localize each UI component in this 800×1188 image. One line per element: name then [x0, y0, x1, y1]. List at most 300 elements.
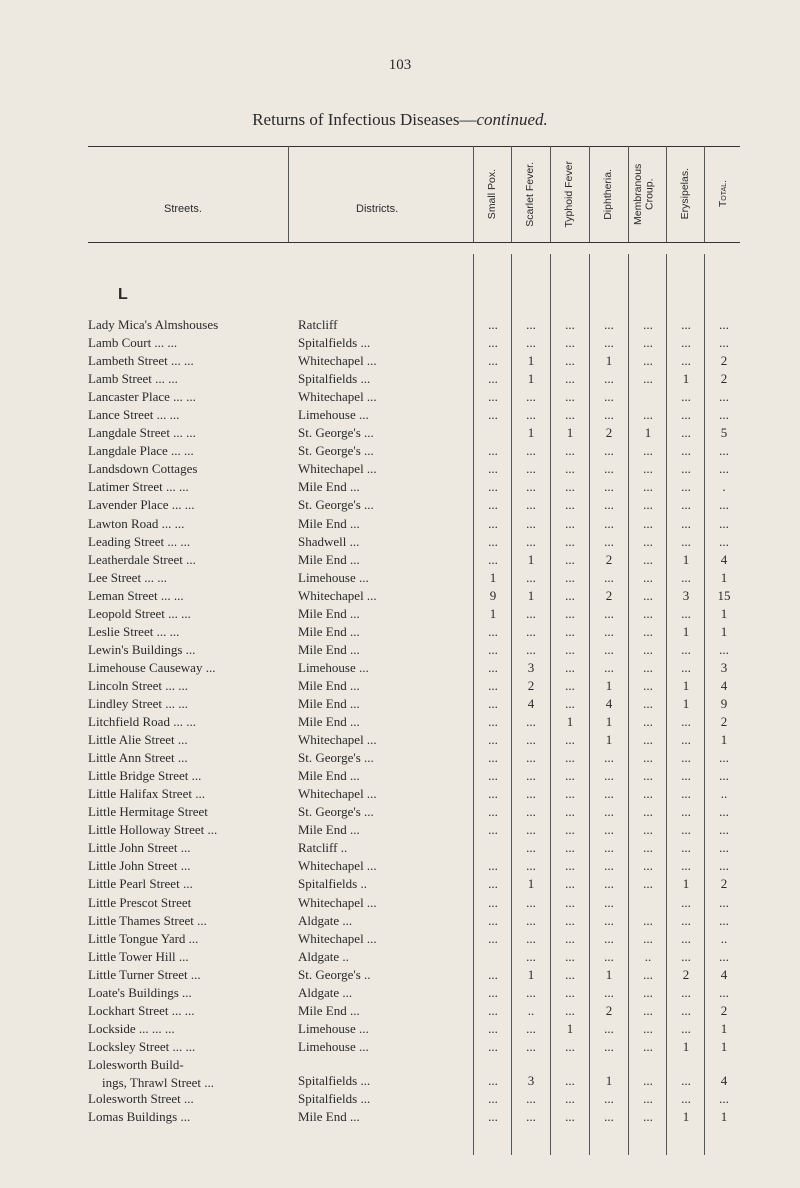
- cell-erysipelas: 1: [682, 1108, 690, 1124]
- cell-erysipelas: 1: [682, 1038, 690, 1054]
- street-name: Landsdown Cottages: [88, 461, 198, 477]
- district-name: Limehouse ...: [298, 407, 369, 423]
- cell-scarlet-fever: ...: [526, 984, 536, 1000]
- cell-total: .: [722, 479, 726, 495]
- header-divider: [288, 146, 289, 242]
- table-row: [0, 515, 800, 533]
- cell-total: 2: [720, 1002, 728, 1018]
- cell-small-pox: ...: [488, 804, 498, 820]
- street-name: Leslie Street ... ...: [88, 623, 180, 639]
- district-name: Ratcliff ..: [298, 840, 348, 856]
- cell-total: 2: [720, 371, 728, 387]
- cell-typhoid-fever: ...: [565, 515, 575, 531]
- district-name: Spitalfields ...: [298, 1072, 371, 1088]
- cell-total: ...: [719, 407, 729, 423]
- street-name: Lady Mica's Almshouses: [88, 317, 219, 332]
- table-body: [0, 316, 800, 1126]
- cell-typhoid-fever: ...: [565, 389, 575, 405]
- cell-typhoid-fever: ...: [565, 750, 575, 766]
- cell-total: ...: [719, 461, 729, 477]
- cell-typhoid-fever: ...: [565, 894, 575, 910]
- cell-small-pox: ...: [488, 461, 498, 477]
- cell-small-pox: ...: [488, 1072, 498, 1088]
- cell-erysipelas: ...: [681, 317, 691, 332]
- street-name: Little Pearl Street ...: [88, 876, 193, 892]
- district-name: Mile End ...: [298, 551, 360, 567]
- cell-small-pox: ...: [488, 1020, 498, 1036]
- cell-scarlet-fever: ...: [526, 732, 536, 748]
- cell-diphtheria: ...: [604, 876, 614, 892]
- cell-total: ...: [719, 948, 729, 964]
- cell-membranous-croup: ...: [643, 1038, 653, 1054]
- cell-small-pox: ...: [488, 732, 498, 748]
- cell-small-pox: ...: [488, 768, 498, 784]
- cell-membranous-croup: ...: [643, 732, 653, 748]
- street-name: Locksley Street ... ...: [88, 1038, 196, 1054]
- cell-erysipelas: ...: [681, 407, 691, 423]
- street-name: Little Thames Street ...: [88, 912, 207, 928]
- table-row: [0, 984, 800, 1002]
- street-name: Lancaster Place ... ...: [88, 389, 196, 405]
- cell-small-pox: 1: [489, 605, 497, 621]
- cell-small-pox: ...: [488, 515, 498, 531]
- cell-diphtheria: ...: [604, 930, 614, 946]
- street-name: Little Prescot Street: [88, 894, 192, 910]
- cell-diphtheria: 1: [605, 732, 613, 748]
- cell-small-pox: ...: [488, 750, 498, 766]
- street-name: Lamb Street ... ...: [88, 371, 178, 387]
- cell-small-pox: ...: [488, 479, 498, 495]
- district-name: St. George's ...: [298, 750, 374, 766]
- table-row: [0, 713, 800, 731]
- cell-small-pox: 1: [489, 569, 497, 585]
- cell-typhoid-fever: ...: [565, 876, 575, 892]
- cell-membranous-croup: ...: [643, 461, 653, 477]
- table-row: [0, 352, 800, 370]
- cell-scarlet-fever: ...: [526, 641, 536, 657]
- cell-membranous-croup: ...: [643, 786, 653, 802]
- header-streets: Streets.: [164, 203, 202, 215]
- cell-total: 1: [720, 1020, 728, 1036]
- cell-total: ...: [719, 768, 729, 784]
- table-row: [0, 839, 800, 857]
- cell-scarlet-fever: 1: [527, 966, 535, 982]
- cell-scarlet-fever: 1: [527, 551, 535, 567]
- cell-total: 1: [720, 623, 728, 639]
- cell-total: ...: [719, 840, 729, 856]
- cell-diphtheria: ...: [604, 515, 614, 531]
- cell-erysipelas: ...: [681, 768, 691, 784]
- cell-erysipelas: ...: [681, 1002, 691, 1018]
- cell-diphtheria: ...: [604, 569, 614, 585]
- cell-total: 15: [717, 587, 731, 603]
- cell-scarlet-fever: ...: [526, 912, 536, 928]
- street-name: Little Halifax Street ...: [88, 786, 205, 802]
- cell-typhoid-fever: ...: [565, 786, 575, 802]
- cell-diphtheria: 4: [605, 695, 613, 711]
- district-name: St. George's ..: [298, 966, 371, 982]
- district-name: St. George's ...: [298, 425, 374, 441]
- table-row: [0, 912, 800, 930]
- cell-typhoid-fever: ...: [565, 371, 575, 387]
- header-erysipelas: Erysipelas.: [679, 168, 692, 220]
- cell-erysipelas: ...: [681, 732, 691, 748]
- cell-typhoid-fever: ...: [565, 948, 575, 964]
- street-name: Litchfield Road ... ...: [88, 714, 196, 730]
- cell-membranous-croup: ...: [643, 677, 653, 693]
- table-row: [0, 496, 800, 514]
- cell-membranous-croup: ...: [643, 695, 653, 711]
- street-name: Little Hermitage Street: [88, 804, 208, 820]
- district-name: Aldgate ...: [298, 912, 353, 928]
- cell-diphtheria: 1: [605, 1072, 613, 1088]
- street-name-line2: ings, Thrawl Street ...: [102, 1074, 215, 1090]
- cell-small-pox: ...: [488, 317, 498, 332]
- cell-small-pox: ...: [488, 533, 498, 549]
- cell-erysipelas: ...: [681, 984, 691, 1000]
- table-row: [0, 478, 800, 496]
- header-small-pox: Small Pox.: [486, 168, 499, 220]
- cell-typhoid-fever: 1: [566, 1020, 574, 1036]
- district-name: Whitechapel ...: [298, 930, 377, 946]
- table-row: [0, 1090, 800, 1108]
- cell-typhoid-fever: ...: [565, 768, 575, 784]
- cell-scarlet-fever: 3: [527, 659, 535, 675]
- cell-erysipelas: ...: [681, 858, 691, 874]
- cell-total: ...: [719, 984, 729, 1000]
- cell-erysipelas: ...: [681, 822, 691, 838]
- cell-diphtheria: ...: [604, 858, 614, 874]
- cell-membranous-croup: ...: [643, 497, 653, 513]
- cell-diphtheria: 1: [605, 677, 613, 693]
- cell-membranous-croup: ...: [643, 1072, 653, 1088]
- district-name: Whitechapel ...: [298, 353, 377, 369]
- street-name: Lamb Court ... ...: [88, 335, 178, 351]
- cell-small-pox: ...: [488, 1038, 498, 1054]
- cell-total: 1: [720, 1038, 728, 1054]
- cell-diphtheria: ...: [604, 317, 614, 332]
- cell-membranous-croup: ...: [643, 822, 653, 838]
- table-row: [0, 388, 800, 406]
- cell-membranous-croup: ...: [643, 659, 653, 675]
- cell-diphtheria: ...: [604, 479, 614, 495]
- cell-diphtheria: ...: [604, 804, 614, 820]
- cell-membranous-croup: ...: [643, 317, 653, 332]
- cell-scarlet-fever: ...: [526, 858, 536, 874]
- cell-scarlet-fever: ...: [526, 822, 536, 838]
- cell-scarlet-fever: ...: [526, 768, 536, 784]
- cell-total: 2: [720, 714, 728, 730]
- cell-total: 3: [720, 659, 728, 675]
- cell-membranous-croup: ...: [643, 912, 653, 928]
- cell-membranous-croup: ...: [643, 858, 653, 874]
- cell-membranous-croup: ...: [643, 443, 653, 459]
- cell-erysipelas: ...: [681, 930, 691, 946]
- cell-total: 4: [720, 551, 728, 567]
- cell-erysipelas: ...: [681, 804, 691, 820]
- cell-small-pox: ...: [488, 1090, 498, 1106]
- cell-total: ...: [719, 641, 729, 657]
- cell-diphtheria: ...: [604, 335, 614, 351]
- cell-scarlet-fever: ...: [526, 479, 536, 495]
- cell-erysipelas: 1: [682, 551, 690, 567]
- cell-typhoid-fever: ...: [565, 317, 575, 332]
- cell-typhoid-fever: ...: [565, 1038, 575, 1054]
- cell-membranous-croup: ...: [643, 876, 653, 892]
- district-name: Mile End ...: [298, 714, 360, 730]
- cell-diphtheria: 2: [605, 551, 613, 567]
- cell-total: ...: [719, 335, 729, 351]
- cell-diphtheria: 2: [605, 1002, 613, 1018]
- table-row: [0, 460, 800, 478]
- cell-diphtheria: ...: [604, 948, 614, 964]
- cell-erysipelas: ...: [681, 335, 691, 351]
- district-name: Aldgate ..: [298, 948, 349, 964]
- cell-erysipelas: 1: [682, 623, 690, 639]
- cell-total: 4: [720, 966, 728, 982]
- cell-scarlet-fever: ...: [526, 786, 536, 802]
- cell-total: 2: [720, 876, 728, 892]
- district-name: Mile End ...: [298, 1108, 360, 1124]
- cell-scarlet-fever: ...: [526, 407, 536, 423]
- cell-scarlet-fever: 1: [527, 353, 535, 369]
- district-name: Mile End ...: [298, 1002, 360, 1018]
- street-name: Lockhart Street ... ...: [88, 1002, 195, 1018]
- cell-total: ...: [719, 858, 729, 874]
- street-name: Lee Street ... ...: [88, 569, 168, 585]
- cell-scarlet-fever: 1: [527, 425, 535, 441]
- cell-scarlet-fever: 1: [527, 371, 535, 387]
- table-row: [0, 875, 800, 893]
- table-row: [0, 1020, 800, 1038]
- cell-scarlet-fever: ...: [526, 1020, 536, 1036]
- district-name: Mile End ...: [298, 605, 360, 621]
- cell-typhoid-fever: ...: [565, 858, 575, 874]
- cell-scarlet-fever: ...: [526, 443, 536, 459]
- district-name: Spitalfields ..: [298, 876, 367, 892]
- table-row: [0, 641, 800, 659]
- cell-small-pox: ...: [488, 966, 498, 982]
- cell-typhoid-fever: ...: [565, 497, 575, 513]
- cell-small-pox: ...: [488, 659, 498, 675]
- cell-typhoid-fever: ...: [565, 443, 575, 459]
- table-row: [0, 587, 800, 605]
- cell-typhoid-fever: ...: [565, 623, 575, 639]
- street-name: Lolesworth Street ...: [88, 1090, 194, 1106]
- cell-erysipelas: ...: [681, 912, 691, 928]
- cell-scarlet-fever: ...: [526, 335, 536, 351]
- cell-membranous-croup: ...: [643, 533, 653, 549]
- cell-total: 1: [720, 732, 728, 748]
- page-number: 103: [388, 57, 412, 73]
- cell-diphtheria: ...: [604, 1038, 614, 1054]
- table-row: [0, 930, 800, 948]
- cell-erysipelas: ...: [681, 1090, 691, 1106]
- cell-diphtheria: ...: [604, 822, 614, 838]
- cell-typhoid-fever: ...: [565, 461, 575, 477]
- table-row: [0, 677, 800, 695]
- cell-diphtheria: ...: [604, 894, 614, 910]
- cell-erysipelas: ...: [681, 479, 691, 495]
- cell-typhoid-fever: ...: [565, 822, 575, 838]
- table-row: [0, 948, 800, 966]
- street-name: Limehouse Causeway ...: [88, 659, 216, 675]
- cell-typhoid-fever: ...: [565, 677, 575, 693]
- street-name: Lavender Place ... ...: [88, 497, 195, 513]
- street-name: Leopold Street ... ...: [88, 605, 191, 621]
- cell-diphtheria: ...: [604, 840, 614, 856]
- cell-typhoid-fever: ...: [565, 695, 575, 711]
- cell-typhoid-fever: ...: [565, 533, 575, 549]
- street-name: Little Turner Street ...: [88, 966, 201, 982]
- cell-diphtheria: ...: [604, 443, 614, 459]
- street-name: Lincoln Street ... ...: [88, 677, 189, 693]
- cell-scarlet-fever: 4: [527, 695, 535, 711]
- district-name: Whitechapel ...: [298, 732, 377, 748]
- cell-small-pox: ...: [488, 677, 498, 693]
- street-name: Lawton Road ... ...: [88, 515, 185, 531]
- cell-diphtheria: ...: [604, 768, 614, 784]
- table-row: [0, 803, 800, 821]
- table-row: [0, 316, 800, 334]
- district-name: Whitechapel ...: [298, 389, 377, 405]
- street-name: Lambeth Street ... ...: [88, 353, 194, 369]
- district-name: Whitechapel ...: [298, 461, 377, 477]
- cell-scarlet-fever: ...: [526, 515, 536, 531]
- cell-erysipelas: 3: [682, 587, 690, 603]
- cell-scarlet-fever: 2: [527, 677, 535, 693]
- cell-small-pox: ...: [488, 1002, 498, 1018]
- cell-total: ...: [719, 804, 729, 820]
- cell-erysipelas: 1: [682, 371, 690, 387]
- cell-membranous-croup: ..: [644, 948, 652, 964]
- table-row: [0, 406, 800, 424]
- cell-total: ...: [719, 533, 729, 549]
- cell-erysipelas: ...: [681, 497, 691, 513]
- street-name: Lomas Buildings ...: [88, 1108, 191, 1124]
- cell-erysipelas: ...: [681, 425, 691, 441]
- cell-small-pox: ...: [488, 1108, 498, 1124]
- header-districts: Districts.: [356, 203, 399, 215]
- cell-total: ...: [719, 1090, 729, 1106]
- cell-typhoid-fever: ...: [565, 840, 575, 856]
- cell-scarlet-fever: ...: [526, 533, 536, 549]
- cell-erysipelas: ...: [681, 605, 691, 621]
- cell-small-pox: ...: [488, 623, 498, 639]
- street-name: Little Alie Street ...: [88, 732, 188, 748]
- cell-total: ...: [719, 443, 729, 459]
- cell-diphtheria: ...: [604, 912, 614, 928]
- street-name: Loate's Buildings ...: [88, 984, 192, 1000]
- district-name: St. George's ...: [298, 804, 374, 820]
- cell-scarlet-fever: ...: [526, 389, 536, 405]
- district-name: Limehouse ...: [298, 569, 369, 585]
- cell-membranous-croup: ...: [643, 479, 653, 495]
- cell-membranous-croup: ...: [643, 407, 653, 423]
- cell-erysipelas: ...: [681, 659, 691, 675]
- cell-erysipelas: ...: [681, 515, 691, 531]
- cell-scarlet-fever: ...: [526, 569, 536, 585]
- street-name: Lance Street ... ...: [88, 407, 180, 423]
- cell-typhoid-fever: ...: [565, 1108, 575, 1124]
- table-row: [0, 966, 800, 984]
- cell-erysipelas: ...: [681, 786, 691, 802]
- cell-membranous-croup: ...: [643, 750, 653, 766]
- cell-small-pox: ...: [488, 930, 498, 946]
- street-name: Lewin's Buildings ...: [88, 641, 196, 657]
- cell-membranous-croup: ...: [643, 768, 653, 784]
- district-name: Aldgate ...: [298, 984, 353, 1000]
- table-row: [0, 623, 800, 641]
- street-name: Little Bridge Street ...: [88, 768, 202, 784]
- table-row: [0, 749, 800, 767]
- page-title: [0, 110, 800, 130]
- cell-total: ...: [719, 822, 729, 838]
- cell-typhoid-fever: 1: [566, 714, 574, 730]
- cell-small-pox: ...: [488, 894, 498, 910]
- cell-typhoid-fever: ...: [565, 930, 575, 946]
- cell-erysipelas: ...: [681, 641, 691, 657]
- header-typhoid-fever: Typhoid Fever: [563, 160, 576, 228]
- cell-membranous-croup: ...: [643, 353, 653, 369]
- cell-diphtheria: ...: [604, 1108, 614, 1124]
- cell-erysipelas: ...: [681, 569, 691, 585]
- cell-scarlet-fever: ...: [526, 804, 536, 820]
- cell-membranous-croup: ...: [643, 515, 653, 531]
- cell-membranous-croup: ...: [643, 840, 653, 856]
- cell-diphtheria: ...: [604, 407, 614, 423]
- title-italic: continued.: [476, 110, 548, 129]
- cell-membranous-croup: ...: [643, 1020, 653, 1036]
- cell-membranous-croup: ...: [643, 984, 653, 1000]
- cell-membranous-croup: ...: [643, 714, 653, 730]
- district-name: Mile End ...: [298, 695, 360, 711]
- cell-diphtheria: 2: [605, 587, 613, 603]
- district-name: St. George's ...: [298, 443, 374, 459]
- street-name: Little Holloway Street ...: [88, 822, 218, 838]
- cell-scarlet-fever: ...: [526, 930, 536, 946]
- district-name: Mile End ...: [298, 479, 360, 495]
- cell-membranous-croup: ...: [643, 335, 653, 351]
- cell-diphtheria: ...: [604, 984, 614, 1000]
- table-row: [0, 551, 800, 569]
- cell-total: ...: [719, 497, 729, 513]
- cell-typhoid-fever: ...: [565, 407, 575, 423]
- cell-small-pox: ...: [488, 858, 498, 874]
- cell-small-pox: ...: [488, 912, 498, 928]
- cell-membranous-croup: ...: [643, 551, 653, 567]
- cell-typhoid-fever: ...: [565, 659, 575, 675]
- cell-diphtheria: ...: [604, 605, 614, 621]
- table-row: [0, 442, 800, 460]
- street-name: Little Tower Hill ...: [88, 948, 189, 964]
- district-name: Whitechapel ...: [298, 894, 377, 910]
- cell-small-pox: ...: [488, 551, 498, 567]
- cell-membranous-croup: ...: [643, 1090, 653, 1106]
- cell-erysipelas: 2: [682, 966, 690, 982]
- cell-diphtheria: ...: [604, 750, 614, 766]
- cell-erysipelas: ...: [681, 948, 691, 964]
- cell-diphtheria: 1: [605, 966, 613, 982]
- cell-diphtheria: ...: [604, 623, 614, 639]
- cell-membranous-croup: ...: [643, 623, 653, 639]
- district-name: St. George's ...: [298, 497, 374, 513]
- cell-typhoid-fever: ...: [565, 641, 575, 657]
- table-row: [0, 1038, 800, 1056]
- header-diphtheria: Diphtheria.: [602, 168, 615, 220]
- cell-membranous-croup: ...: [643, 966, 653, 982]
- cell-erysipelas: ...: [681, 714, 691, 730]
